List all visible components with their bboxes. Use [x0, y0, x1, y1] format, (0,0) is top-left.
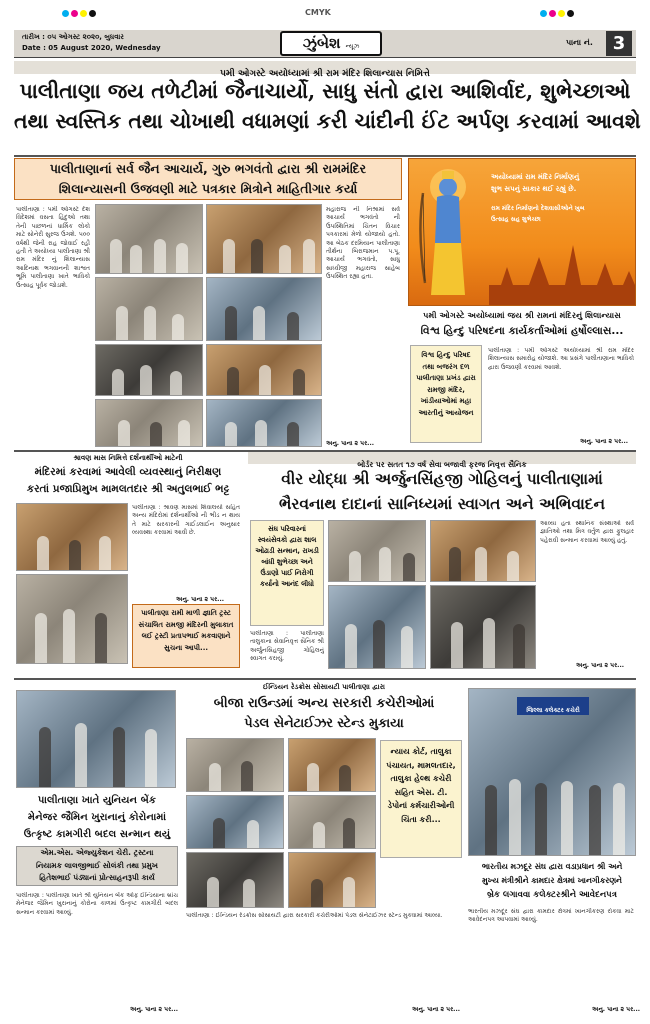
sanitizer-photo-2 — [288, 738, 376, 792]
mazdoor-continued: અનુ. પાના ૨ પર... — [592, 1006, 641, 1013]
sanitizer-body: પાલીતાણા : ઈન્ડિયન રેડક્રોસ સોસાયટી દ્વારા સરકારી કચેરીઓમાં પેડલ સેનેટાઈઝર સ્ટેન્ડ મુકવામાં આવ્યા. — [186, 912, 443, 919]
border-photo-4 — [430, 585, 536, 669]
lead-photo-7 — [95, 399, 203, 447]
border-continued: અનુ. પાના ૨ પર... — [576, 662, 625, 669]
lead-kicker-text: પમી ઓગસ્ટે અયોધ્યામાં શ્રી રામ મંદિર શિલાન્યાસ નિમિત્તે — [220, 69, 430, 79]
shravan-continued: અનુ. પાના ૨ પર... — [176, 596, 225, 603]
bank-sub-line2: નિયામક લાલજીભાઈ સોલંકી તથા પ્રમુખ — [36, 860, 158, 870]
ram-banner-line2: શુભ સપનું સાકાર થઈ રહ્યું છે. — [491, 185, 577, 193]
date-english: Date : 05 August 2020, Wednesday — [22, 44, 161, 52]
mazdoor-photo — [468, 688, 636, 856]
lead-photo-5 — [95, 344, 203, 396]
shravan-photo-visit — [16, 574, 128, 664]
sanitizer-continued: અનુ. પાના ૨ પર... — [412, 1006, 461, 1013]
sanitizer-photo-6 — [288, 852, 376, 908]
border-sidebar-text: સંઘ પરિવારનાં સ્વયંસેવકો દ્વારા શાલ ઓઢાડી સન્માન, રાખડી બાંધી શુભેચ્છા અને ઉંડાણો પાઈ નિરોગી કર્યાનો આનંદ લીધો — [255, 525, 319, 588]
bank-headline — [14, 792, 180, 843]
bank-headline-line1: પાલીતાણા ખાતે યુનિયન બેંક — [37, 794, 157, 806]
page-label: પાના નં. — [566, 38, 593, 47]
collector-office-sign-text: જિલ્લા કલેક્ટર કચેરી — [526, 707, 580, 714]
sanitizer-sidebar-text: ન્યાય કોર્ટ, તાલુકા પંચાયત, મામલતદાર, તાલુકા હેલ્થ કચેરી સહિત એસ. ટી. ડેપોનાં કર્મચારીઓની ચિંતા કરી... — [386, 747, 456, 824]
border-body-left: પાલીતાણા : પાલીતાણા તાલુકાના સેવાનિવૃત્ત સૈનિક શ્રી અર્જુનસિંહજી ગોહિલનું સ્વાગત કરાયું. — [250, 630, 324, 663]
ram-body: પાલીતાણા : પમી ઓગસ્ટે અયોધ્યામાં શ્રી રામ મંદિર શિલાન્યાસ સમારોહ યોજાશે. આ પ્રસંગે પાલીતાણાના ભાવિકો દ્વારા ઉજવણી કરવામાં આવશે. — [488, 347, 634, 371]
collector-office-sign — [517, 697, 589, 715]
border-sidebar — [250, 520, 324, 626]
bank-headline-line2: મેનેજર જૈમિન ખુરાનાનું કોરોનામાં — [27, 811, 167, 823]
border-kicker-text: બોર્ડર પર સતત ૧૭ વર્ષ સેવા બજાવી ફરજ નિવૃત્ત સૈનિક — [357, 460, 527, 469]
mazdoor-headline-line1: ભારતીય મઝદૂર સંઘ દ્વારા વડાપ્રધાન શ્રી અને — [481, 862, 623, 871]
date-gujarati: તારીખ : ૦૫ ઓગસ્ટ ૨૦૨૦, બુધવાર — [22, 33, 124, 41]
shravan-headline-line1: મંદિરમાં કરવામાં આવેલી વ્યવસ્થાનું નિરીક્ષણ — [34, 466, 222, 478]
lead-headline-line2: તથા સ્વસ્તિક તથા ચોખાથી વધામણાં કરી ચાંદીની ઈંટ અર્પણ કરવામાં આવશે — [14, 109, 641, 133]
lead-kicker — [14, 61, 636, 79]
sanitizer-headline-line1: બીજા રાઉન્ડમાં અન્ય સરકારી કચેરીઓમાં — [213, 696, 435, 711]
page-number: 3 — [606, 31, 632, 56]
shravan-kicker: શ્રાવણ માસ નિમિત્તે દર્શનાર્થીઓ માટેની — [73, 454, 183, 462]
lead-photo-3 — [95, 277, 203, 341]
sanitizer-kicker: ઈન્ડિયન રેડક્રોસ સોસાયટી પાલીતાણા દ્વારા — [263, 683, 385, 691]
sanitizer-photo-3 — [186, 795, 284, 849]
border-photo-1 — [328, 520, 426, 582]
border-headline — [248, 466, 636, 516]
mazdoor-body: ભારતીય મઝદૂર સંઘ દ્વારા કામદાર ક્ષેત્રમાં ખાનગીકરણ રોકવા માટે આવેદનપત્ર આપવામાં આવ્યું. — [468, 908, 634, 924]
masthead-sub: ન્યૂઝ — [345, 43, 360, 50]
divider — [14, 155, 636, 157]
bank-sub-line3: હિતેશભાઈ પંડ્યાનાં પ્રોત્સાહનરૂપી કાર્ય — [39, 873, 155, 882]
bank-photo — [16, 690, 176, 788]
sanitizer-photo-5 — [186, 852, 284, 908]
ram-headline-line2: વિશ્વ હિન્દુ પરિષદના કાર્યકર્તાઓમાં હર્ષોલ્લાસ... — [420, 325, 624, 337]
lead-headline-line1: પાલીતાણા જય તળેટીમાં જૈનાચાર્યો, સાધુ સંતો દ્વારા આશિર્વાદ, શુભેચ્છાઓ — [19, 79, 631, 103]
bank-body: પાલીતાણા : પાલીતાણા ખાતે શ્રી યુનિયન બેંક ઓફ ઈન્ડિયાના બ્રાંચ મેનેજર જૈમિન ખુરાનાનું કોરોના કાળમાં ઉત્કૃષ્ટ કામગીરી બદલ સન્માન કરવામાં આવ્યું. — [16, 892, 178, 916]
lead-photo-8 — [206, 399, 322, 447]
mazdoor-headline-line2: મુખ્ય મંત્રીશ્રીને કામદાર ક્ષેત્રમાં ખાનગીકરણને — [482, 876, 622, 885]
lead-photo-6 — [206, 344, 322, 396]
sanitizer-photo-1 — [186, 738, 284, 792]
mazdoor-headline — [466, 860, 638, 902]
bank-headline-line3: ઉત્કૃષ્ટ કામગીરી બદલ સન્માન થયું — [23, 828, 171, 840]
color-registration-right — [540, 10, 590, 18]
ram-banner-line1: અયોધ્યામાં રામ મંદિર નિર્માણનું — [491, 173, 580, 181]
mazdoor-headline-line3: બ્રેક લગાવવા કલેક્ટરશ્રીને આવેદનપત્ર — [487, 890, 617, 900]
lead-subheadline — [14, 158, 402, 200]
ram-continued: અનુ. પાના ૨ પર... — [580, 438, 629, 445]
border-body-right: આવ્યા હતા સ્થાનિક સંસ્થાઓ સર્વ જ્ઞાતિઓ તથા મિત્ર વર્તુળ દ્વારા ફુલહાર પહેરાવી સન્માન કરવામાં આવ્યું હતું. — [540, 520, 634, 544]
lead-headline — [14, 76, 641, 136]
divider — [14, 678, 636, 680]
masthead-title: ઝુંબેશ — [302, 34, 341, 52]
shravan-sub — [132, 604, 240, 668]
border-kicker — [248, 452, 636, 469]
border-photo-3 — [328, 585, 426, 669]
border-photo-2 — [430, 520, 536, 582]
shravan-headline-line2: કરતાં પ્રજાપ્રિમુખ મામલતદાર શ્રી અતુલભાઈ ભટ્ટ — [26, 483, 230, 495]
ram-banner-line3: રામ મંદિર નિર્માણનો દેશવાસીઓને ખુબ — [491, 205, 585, 212]
lead-photo-4 — [206, 277, 322, 341]
shravan-photo-temple — [16, 503, 128, 571]
ram-sidebar — [410, 345, 482, 443]
bank-sub — [16, 846, 178, 886]
ram-headline-line1: પમી ઓગસ્ટે અયોધ્યામાં જય શ્રી રામનાં મંદિરનું શિલાન્યાસ — [423, 310, 621, 320]
sanitizer-headline-line2: પેડલ સેનેટાઈઝર સ્ટેન્ડ મુકાયા — [244, 716, 404, 731]
sanitizer-photo-4 — [288, 795, 376, 849]
ram-banner — [408, 158, 636, 306]
lead-sub-line2: શિલાન્યાસની ઉજવણી માટે પત્રકાર મિત્રોને માહિતીગાર કર્યા — [58, 181, 358, 196]
lead-photo-2 — [206, 204, 322, 274]
border-headline-line2: ભૈરવનાથ દાદાનાં સાનિધ્યમાં સ્વાગત અને અભિવાદન — [278, 494, 606, 513]
masthead-logo — [280, 31, 382, 56]
lead-body-left: પાલીતાણા : પમી ઓગસ્ટે દેશ વિદેશમાં વસતા હિંદુઓ તથા તેની પાછળનાં ધાર્મિક લોકો માટે સોનેરી સુરજ ઉગશે. ૫૦૦ વર્ષથી જેની રાહ જોવાઈ રહી હતી તે અયોધ્યા પાલીતાણા શ્રી રામ મંદિર નું શિલાન્યાસ આદિનાથ ભગવાનની શાશ્વત ભૂમિ પાલીતાણા ખાતે ભાવિકો ઉત્સાહ પૂર્વક જોડાશે. — [16, 206, 90, 289]
sanitizer-sidebar — [380, 740, 462, 858]
lord-ram-illustration — [415, 163, 481, 303]
lead-continued: અનુ. પાના ૨ પર... — [326, 440, 375, 447]
sanitizer-headline — [184, 694, 464, 734]
bank-continued: અનુ. પાના ૨ પર... — [130, 1006, 179, 1013]
color-registration-left — [62, 10, 112, 18]
lead-photo-1 — [95, 204, 203, 274]
lead-body-right: મહારાજ ની નિશ્રામાં સર્વે આચાર્ય ભગવંતો ની ઉપસ્થિતિમાં ચિંતન વિચાર પત્રકારમાં મેળો યોજાયો હતો. આ બેઠક દરમિયાન પાલીતાણા તીર્થના બિરાજમાન પ.પૂ. આચાર્ય ભગવંતો, સાધુ સાધ્વીજી મહારાજ સાહેબ ઉપસ્થિત રહ્યા હતા. — [326, 206, 400, 281]
shravan-sub-text: પાલીતાણા રામી માળી જ્ઞાતિ ટ્રસ્ટ સંચાલિત રામજી મંદિરની મુલાકાત લઈ ટ્રસ્ટી પ્રતાપભાઈ મકવાણાને સુચના આપી... — [138, 609, 234, 652]
cmyk-label: CMYK — [305, 8, 331, 17]
ram-headline — [408, 308, 636, 340]
header-bar — [14, 30, 636, 58]
bank-sub-line1: એમ.એસ. એજ્યુકેશન ચેરી. ટ્રસ્ટના — [40, 848, 154, 857]
ram-banner-line4: ઉત્સાહ સહ શુભેચ્છા — [491, 216, 541, 223]
shravan-headline — [14, 464, 242, 498]
lead-sub-line1: પાલીતાણાનાં સર્વ જૈન આચાર્ય, ગુરુ ભગવંતો દ્વારા શ્રી રામમંદિર — [49, 161, 367, 176]
ram-sidebar-text: વિશ્વ હિન્દુ પરિષદ તથા બજરંગ દળ પાલીતાણા પ્રખંડ દ્વારા રામજી મંદિર, ખાંડીયાઓમાં મહા આરતીનું આયોજન — [416, 351, 476, 417]
border-headline-line1: વીર યોદ્ધા શ્રી અર્જુનસિંહજી ગોહિલનું પાલીતાણામાં — [281, 469, 603, 488]
temple-silhouette-icon — [489, 245, 635, 306]
shravan-body: પાલીતાણા : શ્રાવણ માસમાં શિવાલયો સહિત અન્ય મંદિરોમાં દર્શનાર્થીઓ ની ભીડ ન થાય તે માટે સરકારની ગાઈડલાઈન અનુસાર વ્યવસ્થા કરવામાં આવી છે. — [132, 504, 240, 537]
